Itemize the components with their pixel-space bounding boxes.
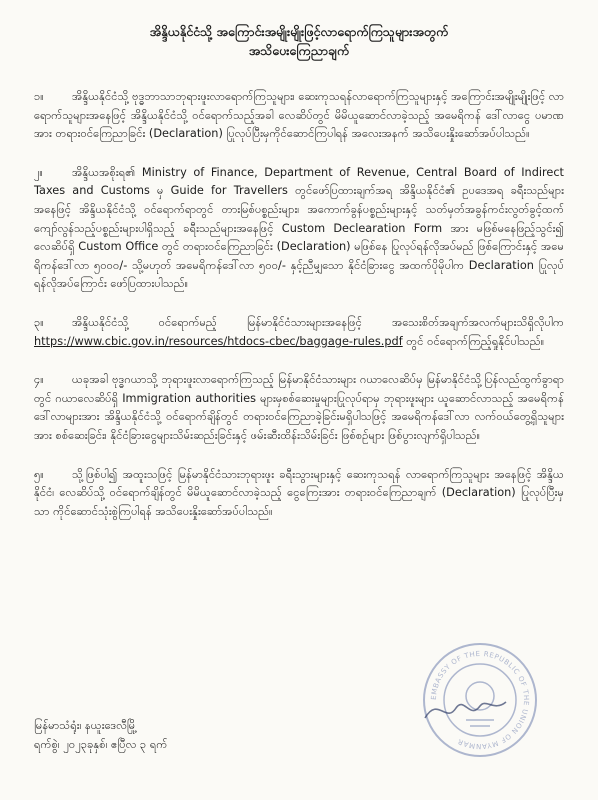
paragraph-text: သို့ဖြစ်ပါ၍ အထူးသဖြင့် မြန်မာနိုင်ငံသားဘုရားဖူး ခရီးသွားများနှင့် ဆေးကုသရန် လာရောက်ကြသူများ အနေဖြင့် အိန္ဒိယနိုင်ငံ၊ လေဆိပ်သို့ ဝင်ရောက်ချိန်တွင် မိမိယူဆောင်လာခဲ့သည့် ငွေကြေးအား တရားဝင်ကြေညာချက် (Declaration) ပြုလုပ်ပြီးမှသာ ကိုင်ဆောင်သုံးစွဲကြပါရန် အသိပေးနှိုးဆော်အပ်ပါသည်။ [34,467,564,518]
title-line-1: အိန္ဒိယနိုင်ငံသို့ အကြောင်းအမျိုးမျိုးဖြင့်လာရောက်ကြသူများအတွက် [149,24,449,39]
paragraph-number: ၄။ [34,373,44,387]
closing-block [34,716,167,754]
paragraph-number: ၃။ [34,315,44,329]
paragraph-3 [34,314,564,351]
paragraph-1 [34,88,564,144]
paragraph-text: အိန္ဒိယနိုင်ငံသို့ ဗုဒ္ဓဘာသာဘုရားဖူးလာရောက်ကြသူများ၊ ဆေးကုသရန်လာရောက်ကြသူများနှင့် အကြောင်းအမျိုးမျိုးဖြင့် လာရောက်သူများအနေဖြင့် အိန္ဒိယနိုင်ငံသို့ ဝင်ရောက်သည့်အခါ လေဆိပ်တွင် မိမိယူဆောင်လာခဲ့သည့် အမေရိကန် ဒေါ်လာငွေ ပမာဏအား တရားဝင်ကြေညာခြင်း (Declaration) ပြုလုပ်ပြီးမှကိုင်ဆောင်ကြပါရန် အလေးအနက် အသိပေးနှိုးဆော်အပ်ပါသည်။ [34,90,564,141]
paragraph-number: ၂။ [34,165,43,179]
paragraph-number: ၁။ [34,90,44,103]
baggage-rules-link[interactable]: https://www.cbic.gov.in/resources/htdocs-cbec/baggage-rules.pdf [34,334,403,348]
title-line-2: အသိပေးကြေညာချက် [248,43,350,58]
issuer-line: မြန်မာသံရုံး၊ နယူးဒေလီမြို့ [34,719,137,732]
paragraph-number: ၅။ [34,467,44,481]
paragraph-4 [34,371,564,445]
paragraph-text: ယခုအခါ ဗုဒ္ဓဂယာသို့ ဘုရားဖူးလာရောက်ကြသည့် မြန်မာနိုင်ငံသားများ ဂယာလေဆိပ်မှ မြန်မာနိုင်ငံသို့ပြန်လည်ထွက်ခွာရာတွင် ဂယာလေဆိပ်ရှိ Immigration authorities များမှစစ်ဆေးမှုများပြုလုပ်ရာမှ ဘုရားဖူးများ ယူဆောင်လာသည့် အမေရိကန်ဒေါ်လာများအား အိန္ဒိယနိုင်ငံသို့ ဝင်ရောက်ချိန်တွင် တရားဝင်ကြေညာခဲ့ခြင်းမရှိပါသဖြင့် အမေရိကန်ဒေါ်လာ လက်ဝယ်တွေ့ရှိသူများအား စစ်ဆေးခြင်း၊ နိုင်ငံခြားငွေများသိမ်းဆည်းခြင်းနှင့် ဖမ်းဆီးထိန်းသိမ်းခြင်း ဖြစ်စဉ်များ ဖြစ်ပွားလျက်ရှိပါသည်။ [34,373,565,442]
seal-text: EMBASSY OF THE REPUBLIC OF THE UNION OF MYANMAR [429,649,531,751]
document-title [34,22,564,60]
signature-icon [420,690,510,730]
paragraph-text-after: တွင် ဝင်ရောက်ကြည့်ရှုနိုင်ပါသည်။ [402,334,545,348]
date-line: ရက်စွဲ၊ ၂၀၂၃ခုနှစ်၊ ဧပြီလ ၃ ရက် [34,738,168,751]
paragraph-2 [34,164,564,294]
paragraph-text-before: အိန္ဒိယနိုင်ငံသို့ ဝင်ရောက်မည့် မြန်မာနိုင်ငံသားများအနေဖြင့် အသေးစိတ်အချက်အလက်များသိရှိလိုပါက [72,315,564,329]
paragraph-5 [34,466,564,522]
paragraph-text: အိန္ဒိယအစိုးရ၏ Ministry of Finance, Department of Revenue, Central Board of Indirect Taxes and Customs မှ Guide for Travellers တွင်ဖော်ပြထားချက်အရ အိန္ဒိယနိုင်ငံ၏ ဥပဒေအရ ခရီးသည်များအနေဖြင့် အိန္ဒိယနိုင်ငံသို့ ဝင်ရောက်ရာတွင် တားမြစ်ပစ္စည်းများ၊ အကောက်ခွန်ပစ္စည်းများနှင့် သတ်မှတ်အခွန်ကင်းလွတ်ခွင့်ထက် ကျော်လွန်သည့်ပစ္စည်းများပါရှိသည့် ခရီးသည်များအနေဖြင့် Custom Declearation Form အား မဖြစ်မနေဖြည့်သွင်း၍ လေဆိပ်ရှိ Custom Office တွင် တရားဝင်ကြေညာခြင်း (Declaration) မဖြစ်နေ ပြုလုပ်ရန်လိုအပ်မည် ဖြစ်ကြောင်းနှင့် အမေရိကန်ဒေါ်လာ ၅၀၀၀/- သို့မဟုတ် အမေရိကန်ဒေါ်လာ ၅၀၀/- နှင့်ညီမျှသော နိုင်ငံခြားငွေ အထက်ပိုမိုပါက Declaration ပြုလုပ်ရန်လိုအပ်ကြောင်း ဖော်ပြထားပါသည်။ [34,165,564,291]
